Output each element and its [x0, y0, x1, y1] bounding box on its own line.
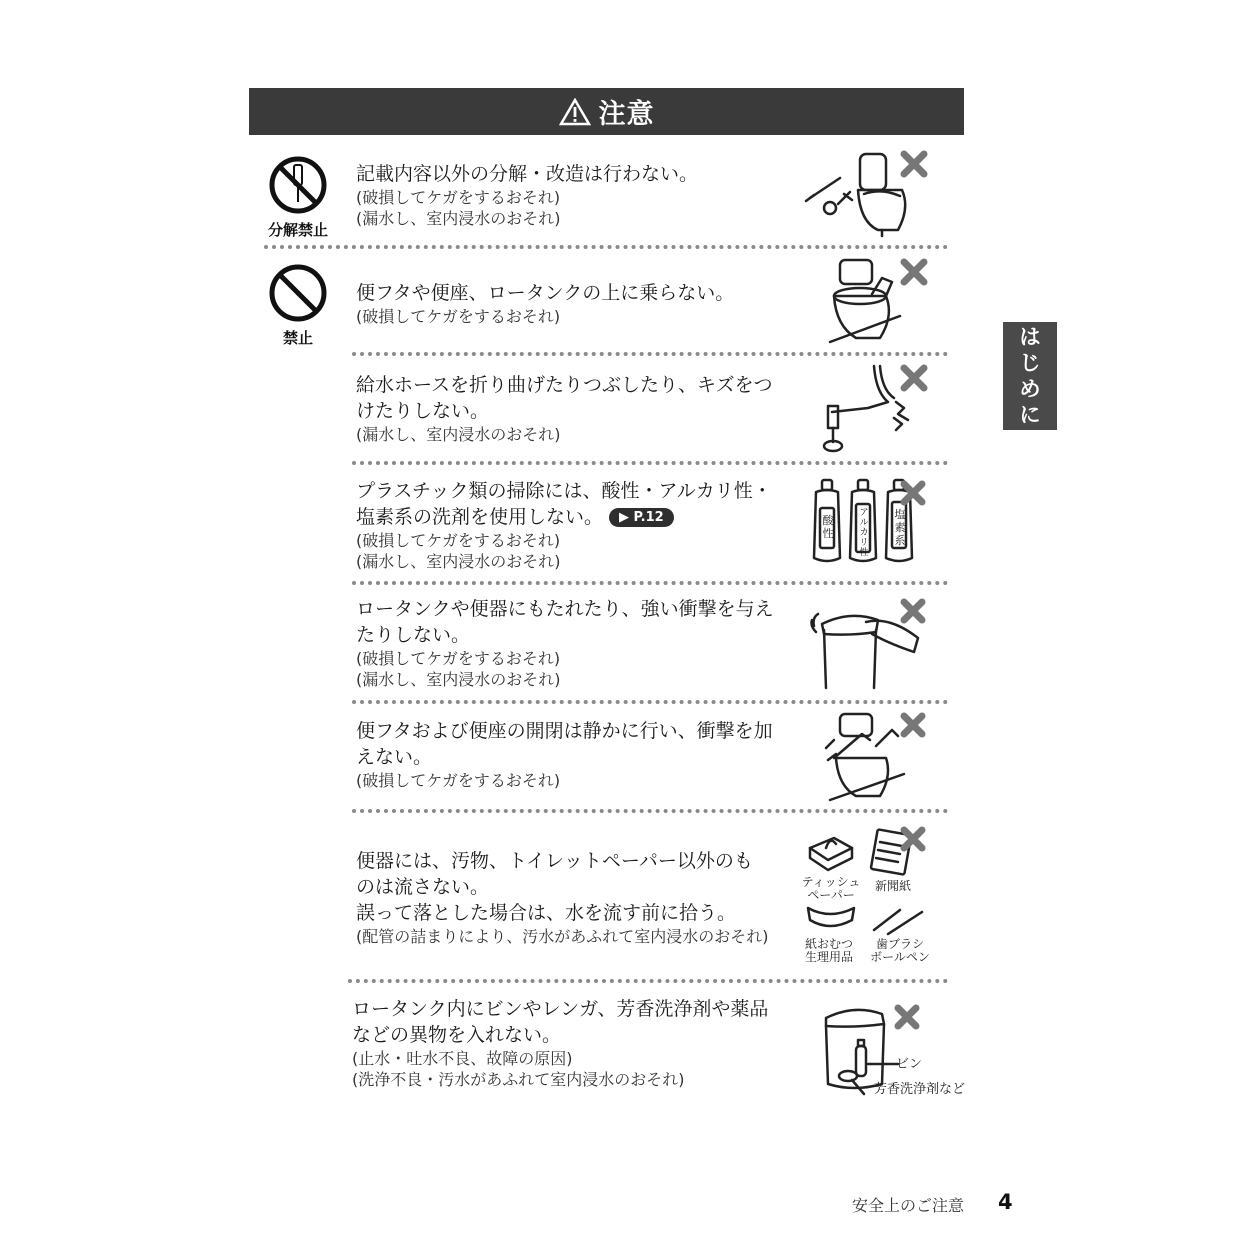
entry-main-text: ロータンクや便器にもたれたり、強い衝撃を与え [356, 598, 774, 620]
entry-main-text: 便器には、汚物、トイレットペーパー以外のも [356, 850, 753, 872]
symbol-label: 禁止 [282, 329, 313, 347]
dotted-separator [264, 245, 948, 249]
toilet-tools-illustration [800, 148, 935, 240]
label-bottle: ビン [896, 1057, 923, 1072]
dotted-separator [348, 979, 948, 983]
side-tab-char: じ [1019, 350, 1041, 375]
bottle-label-chlorine: 塩素系 [894, 508, 906, 547]
warning-triangle-icon [559, 98, 591, 126]
entry-note: (止水・吐水不良、故障の原因) [352, 1049, 573, 1068]
dotted-separator [352, 352, 948, 356]
label-toothbrush [864, 938, 936, 964]
entry-note: (破損してケガをするおそれ) [356, 531, 561, 550]
page-reference-badge[interactable]: ▶ P.12 [609, 508, 674, 527]
prohibition-icon [269, 264, 327, 322]
bottle-label-alkali: アルカリ性 [859, 508, 869, 558]
dotted-separator [352, 581, 948, 585]
caution-entry [356, 718, 786, 791]
label-line: ティッシュ [801, 875, 861, 889]
entry-note: (破損してケガをするおそれ) [356, 307, 561, 326]
caution-entry [356, 848, 796, 947]
dotted-separator [352, 461, 948, 465]
entry-note: (配管の詰まりにより、汚水があふれて室内浸水のおそれ) [356, 927, 769, 946]
water-hose-illustration [818, 362, 936, 456]
entry-note: (破損してケガをするおそれ) [356, 188, 561, 207]
label-line: 歯ブラシ [875, 937, 924, 951]
entry-main-text: 給水ホースを折り曲げたりつぶしたり、キズをつ [356, 374, 773, 396]
entry-main-text: 記載内容以外の分解・改造は行わない。 [356, 163, 699, 185]
entry-main-line [356, 504, 786, 530]
caution-entry [356, 161, 786, 229]
entry-note: (漏水し、室内浸水のおそれ) [356, 670, 561, 689]
entry-note: (漏水し、室内浸水のおそれ) [356, 552, 561, 571]
caution-header [249, 88, 964, 135]
dotted-separator [352, 700, 948, 704]
label-fragrance: 芳香洗浄剤など [874, 1082, 966, 1097]
side-tab-char: め [1019, 377, 1041, 401]
dotted-separator [352, 809, 948, 813]
entry-note: (破損してケガをするおそれ) [356, 649, 561, 668]
entry-note: (漏水し、室内浸水のおそれ) [356, 425, 561, 444]
side-tab-char: に [1019, 403, 1041, 428]
label-newspaper: 新聞紙 [874, 879, 911, 893]
entry-main-text: えない。 [356, 746, 433, 768]
entry-note: (漏水し、室内浸水のおそれ) [356, 209, 561, 228]
entry-main-text: けたりしない。 [356, 400, 490, 422]
no-disassembly-symbol [262, 156, 334, 240]
label-line: ペーパー [807, 888, 855, 902]
caution-entry [352, 996, 792, 1090]
label-tissue [800, 876, 862, 902]
entry-main-text: 便フタおよび便座の開閉は静かに行い、衝撃を加 [356, 720, 773, 742]
entry-main-text: 誤って落とした場合は、水を流す前に拾う。 [356, 902, 737, 924]
label-line: 生理用品 [804, 950, 853, 964]
caution-entry [356, 280, 786, 327]
label-line: ボールペン [870, 950, 930, 964]
entry-note: (破損してケガをするおそれ) [356, 771, 561, 790]
side-tab-char: は [1019, 324, 1041, 349]
label-line: 紙おむつ [804, 937, 853, 951]
footer-section-title: 安全上のご注意 [852, 1196, 965, 1215]
entry-main-text: のは流さない。 [356, 876, 490, 898]
page-number: 4 [998, 1190, 1013, 1214]
standing-on-toilet-illustration [820, 256, 935, 348]
header-title: 注意 [598, 99, 655, 130]
section-side-tab [1003, 322, 1057, 430]
caution-entry [356, 596, 786, 690]
label-diaper [798, 938, 860, 964]
entry-main-text: 便フタや便座、ロータンクの上に乗らない。 [356, 282, 735, 304]
entry-main-text: ロータンク内にビンやレンガ、芳香洗浄剤や薬品 [352, 998, 769, 1020]
no-disassembly-icon [269, 156, 327, 214]
entry-main-text: プラスチック類の掃除には、酸性・アルカリ性・ [356, 480, 772, 502]
caution-entry [356, 478, 786, 572]
leaning-impact-illustration [810, 596, 935, 692]
prohibition-symbol [262, 264, 334, 348]
entry-main-text: 塩素系の洗剤を使用しない。 [356, 506, 604, 528]
lid-slam-illustration [822, 710, 934, 802]
entry-main-text: などの異物を入れない。 [352, 1024, 562, 1046]
entry-note: (洗浄不良・汚水があふれて室内浸水のおそれ) [352, 1070, 685, 1089]
entry-main-text: たりしない。 [356, 624, 471, 646]
caution-entry [356, 372, 786, 445]
symbol-label: 分解禁止 [267, 221, 328, 239]
bottle-label-acid: 酸性 [822, 514, 834, 540]
